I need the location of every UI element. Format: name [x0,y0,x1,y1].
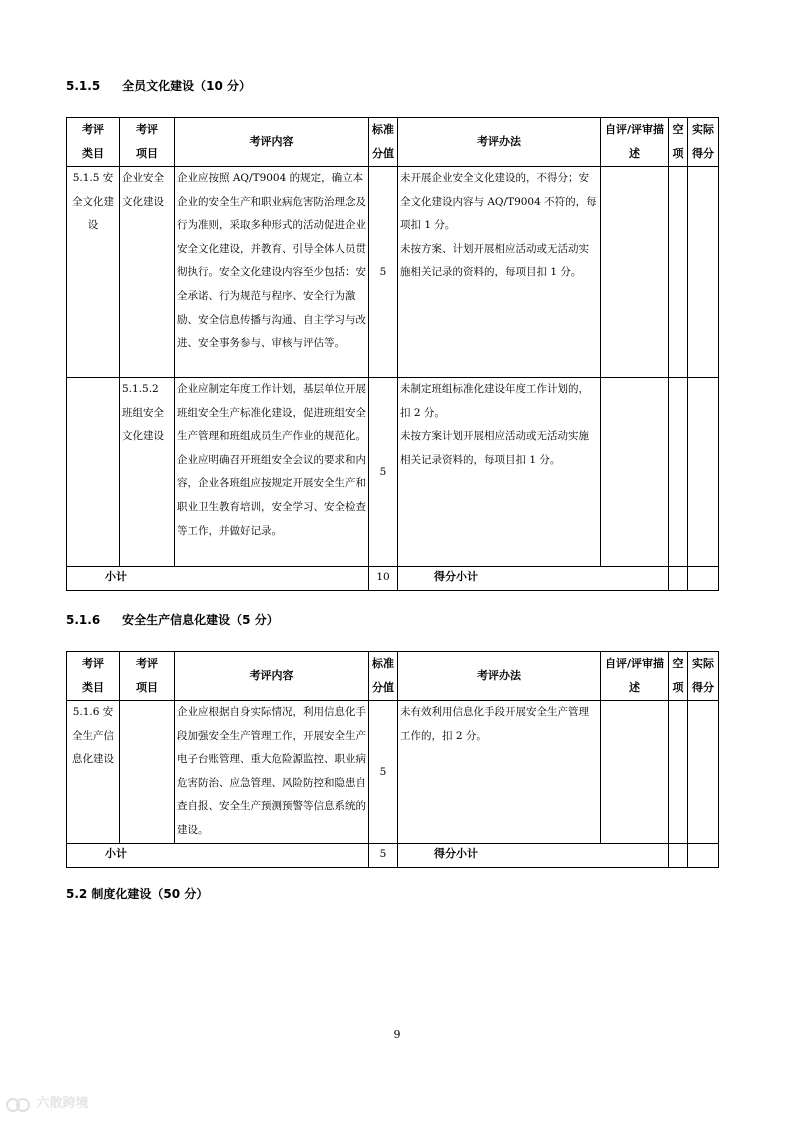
header-item: 考评 项目 [120,118,175,167]
header-method: 考评办法 [398,118,601,167]
cell-item [120,701,175,844]
cell-blank [669,701,688,844]
cell-self-review [601,701,669,844]
section-heading-5-1-6 [66,611,279,628]
section-title: 全员文化建设（10 分） [122,79,252,93]
evaluation-table-5-1-5 [66,117,719,591]
page-number: 9 [393,1028,401,1041]
table-header-row [67,652,719,701]
cell-self-review [601,167,669,378]
section-number: 5.1.5 [66,79,101,93]
cell-blank [669,167,688,378]
cell-item: 企业安全文化建设 [120,167,175,378]
header-self-review: 自评/评审描 述 [601,652,669,701]
watermark [6,1092,89,1113]
cell-method: 未制定班组标准化建设年度工作计划的，扣 2 分。 未按方案计划开展相应活动或无活动实施相关记录资料的，每项目扣 1 分。 [398,378,601,567]
section-number: 5.1.6 [66,613,101,627]
subtotal-row [67,843,719,867]
header-actual: 实际 得分 [688,652,719,701]
section-heading-5-2: 5.2 制度化建设（50 分） [66,887,209,901]
cell-content: 企业应按照 AQ/T9004 的规定，确立本企业的安全生产和职业病危害防治理念及行为准则，采取多种形式的活动促进企业安全文化建设，并教育、引导全体人员贯彻执行。安全文化建设内容至少包括：安全承诺、行为规范与程序、安全行为激励、安全信息传播与沟通、自主学习与改进、安全事务参与、审核与评估等。 [175,167,369,378]
subtotal-label: 小计 [67,567,369,591]
section-heading-5-1-5 [66,77,251,94]
header-item: 考评 项目 [120,652,175,701]
header-category: 考评 类目 [67,652,120,701]
cell-self-review [601,378,669,567]
header-method: 考评办法 [398,652,601,701]
table-row [67,701,719,844]
cell-blank [669,378,688,567]
cell-actual [688,701,719,844]
cell-actual [688,378,719,567]
header-category: 考评 类目 [67,118,120,167]
cell-score: 5 [369,378,398,567]
cell-category [67,378,120,567]
score-subtotal-label: 得分小计 [398,567,669,591]
cell-content: 企业应根据自身实际情况，利用信息化手段加强安全生产管理工作，开展安全生产电子台账管理、重大危险源监控、职业病危害防治、应急管理、风险防控和隐患自查自报、安全生产预测预警等信息系统的建设。 [175,701,369,844]
score-subtotal-label: 得分小计 [398,843,669,867]
subtotal-row [67,567,719,591]
table-row [67,378,719,567]
cell-category: 5.1.6 安全生产信息化建设 [67,701,120,844]
header-actual: 实际 得分 [688,118,719,167]
header-self-review: 自评/评审描 述 [601,118,669,167]
watermark-logo-icon [6,1095,32,1113]
section-title: 安全生产信息化建设（5 分） [122,613,279,627]
table-header-row [67,118,719,167]
header-blank: 空 项 [669,652,688,701]
cell-score: 5 [369,701,398,844]
header-content: 考评内容 [175,118,369,167]
subtotal-value: 10 [369,567,398,591]
cell-category: 5.1.5 安全文化建设 [67,167,120,378]
cell-actual [688,567,719,591]
cell-blank [669,843,688,867]
subtotal-label: 小计 [67,843,369,867]
watermark-text: 六散跨境 [36,1096,89,1111]
cell-method: 未有效利用信息化手段开展安全生产管理工作的，扣 2 分。 [398,701,601,844]
subtotal-value: 5 [369,843,398,867]
cell-blank [669,567,688,591]
table-row [67,167,719,378]
header-content: 考评内容 [175,652,369,701]
cell-actual [688,843,719,867]
cell-content: 企业应制定年度工作计划，基层单位开展班组安全生产标准化建设，促进班组安全生产管理和班组成员生产作业的规范化。 企业应明确召开班组安全会议的要求和内容，企业各班组应按规定开展安全生产和职业卫生教育培训，安全学习、安全检查等工作，并做好记录。 [175,378,369,567]
cell-score: 5 [369,167,398,378]
header-standard: 标准 分值 [369,652,398,701]
cell-item: 5.1.5.2 班组安全文化建设 [120,378,175,567]
cell-method: 未开展企业安全文化建设的，不得分；安全文化建设内容与 AQ/T9004 不符的，每项扣 1 分。 未按方案、计划开展相应活动或无活动实施相关记录的资料的，每项目扣 1 分。 [398,167,601,378]
cell-actual [688,167,719,378]
evaluation-table-5-1-6 [66,651,719,868]
header-blank: 空 项 [669,118,688,167]
header-standard: 标准 分值 [369,118,398,167]
